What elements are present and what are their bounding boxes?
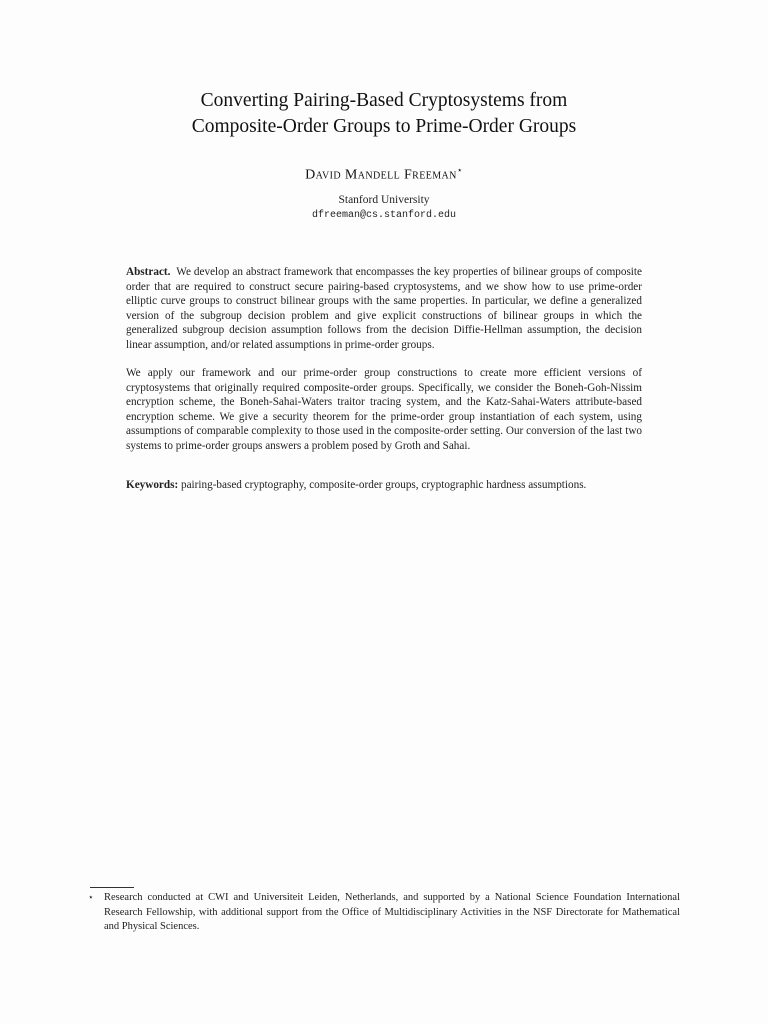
author-text: David Mandell Freeman xyxy=(305,167,457,183)
author-footnote-mark: ⋆ xyxy=(456,165,463,175)
footnote-text: Research conducted at CWI and Universiteit Leiden, Netherlands, and supported by a National Science Foundation International Research Fellowship, with additional support from the Office of Multidisciplinary Activities in the NSF Directorate for Mathematical and Physical Sciences. xyxy=(104,892,680,932)
keywords-text: pairing-based cryptography, composite-order groups, cryptographic hardness assumptions. xyxy=(181,479,587,491)
abstract-text-1: We develop an abstract framework that encompasses the key properties of bilinear groups of composite order that are required to construct secure pairing-based cryptosystems, and we show how to use prime-order elliptic curve groups to construct bilinear groups with the same properties. In particular, we define a generalized version of the subgroup decision problem and give explicit constructions of bilinear groups in which the generalized subgroup decision assumption follows from the decision Diffie-Hellman assumption, the decision linear assumption, and/or related assumptions in prime-order groups. xyxy=(126,266,642,351)
title-line-2: Composite-Order Groups to Prime-Order Groups xyxy=(191,116,577,137)
abstract-paragraph-1 xyxy=(126,265,642,363)
author-email: dfreeman@cs.stanford.edu xyxy=(311,210,457,221)
keywords-paragraph xyxy=(126,478,642,503)
title-line-1: Converting Pairing-Based Cryptosystems from xyxy=(200,90,568,111)
paper-title xyxy=(0,88,768,140)
abstract-paragraph-2 xyxy=(126,366,642,464)
author-name xyxy=(0,165,768,184)
footnote-mark: ⋆ xyxy=(88,892,94,902)
abstract-label: Abstract. xyxy=(126,266,171,278)
keywords-label: Keywords: xyxy=(126,479,179,491)
footnote-rule xyxy=(90,887,134,888)
abstract-text-2: We apply our framework and our prime-order group constructions to create more efficient versions of cryptosystems that originally required composite-order groups. Specifically, we consider the Boneh-Goh-Nissim encryption scheme, the Boneh-Sahai-Waters traitor tracing system, and the Katz-Sahai-Waters attribute-based encryption scheme. We give a security theorem for the prime-order group instantiation of each system, using assumptions of comparable complexity to those used in the composite-order setting. Our conversion of the last two systems to prime-order groups answers a problem posed by Groth and Sahai. xyxy=(126,367,642,452)
affiliation: Stanford University xyxy=(338,194,430,206)
footnote xyxy=(90,891,680,935)
